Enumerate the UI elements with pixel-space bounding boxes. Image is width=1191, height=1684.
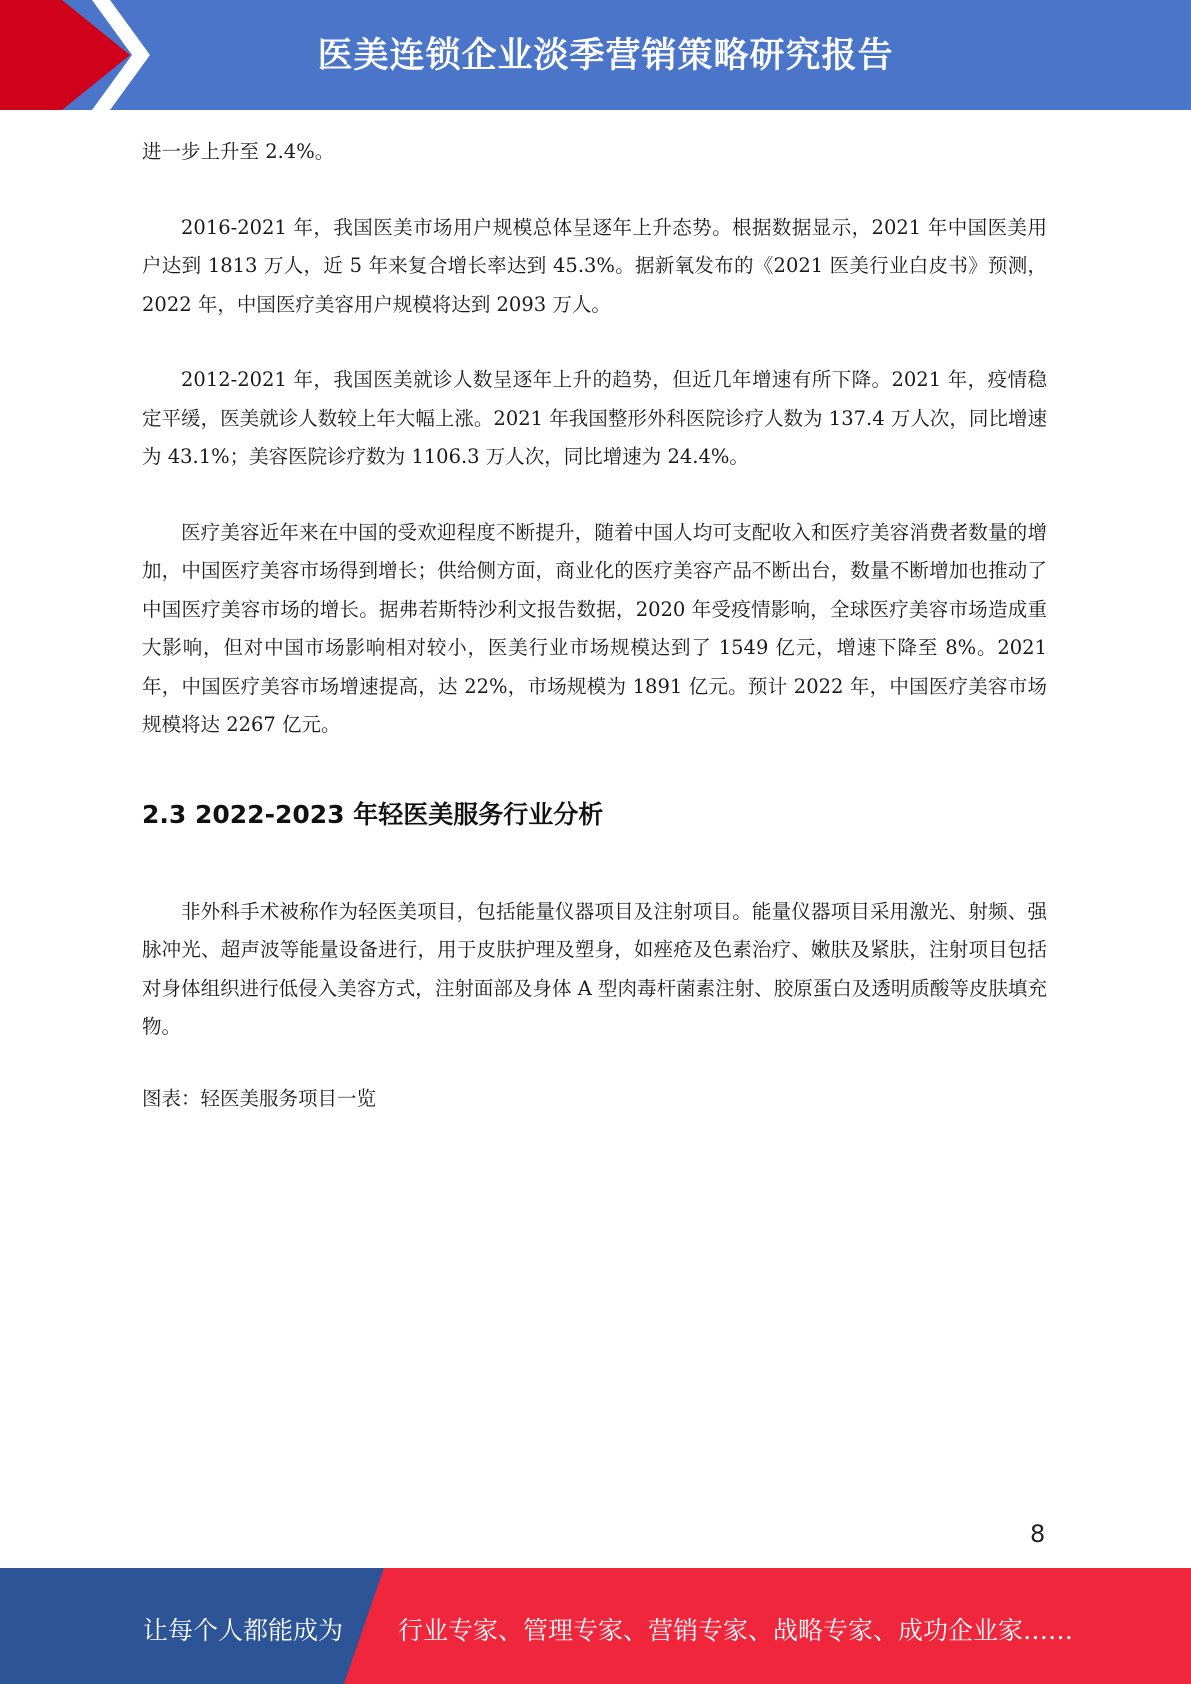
page-number: 8: [1030, 1520, 1046, 1548]
paragraph-light-aesthetics: 非外科手术被称作为轻医美项目，包括能量仪器项目及注射项目。能量仪器项目采用激光、射频、强脉冲光、超声波等能量设备进行，用于皮肤护理及塑身，如痤疮及色素治疗、嫩肤及紧肤，注射项目包括对身体组织进行低侵入美容方式，注射面部及身体 A 型肉毒杆菌素注射、胶原蛋白及透明质酸等皮肤填充物。: [142, 899, 1047, 1038]
report-title: 医美连锁企业淡季营销策略研究报告: [317, 36, 894, 76]
paragraph-continuation: 进一步上升至 2.4%。: [142, 140, 335, 163]
page-content: [142, 133, 1047, 1118]
paragraph-visit-count: 2012-2021 年，我国医美就诊人数呈逐年上升的趋势，但近几年增速有所下降。2021 年，疫情稳定平缓，医美就诊人数较上年大幅上涨。2021 年我国整形外科医院诊疗人数为 137.4 万人次，同比增速为 43.1%；美容医院诊疗数为 1106.3 万人次，同比增速为 24.4%。: [142, 368, 1047, 468]
paragraph-user-scale: 2016-2021 年，我国医美市场用户规模总体呈逐年上升态势。根据数据显示，2021 年中国医美用户达到 1813 万人，近 5 年来复合增长率达到 45.3%。据新氧发布的《2021 医美行业白皮书》预测，2022 年，中国医疗美容用户规模将达到 2093 万人。: [142, 215, 1047, 316]
paragraph-market-size: 医疗美容近年来在中国的受欢迎程度不断提升，随着中国人均可支配收入和医疗美容消费者数量的增加，中国医疗美容市场得到增长；供给侧方面，商业化的医疗美容产品不断出台，数量不断增加也推动了中国医疗美容市场的增长。据弗若斯特沙利文报告数据，2020 年受疫情影响，全球医疗美容市场造成重大影响，但对中国市场影响相对较小，医美行业市场规模达到了 1549 亿元，增速下降至 8%。2021 年，中国医疗美容市场增速提高，达 22%，市场规模为 1891 亿元。预计 2022 年，中国医疗美容市场规模将达 2267 亿元。: [142, 520, 1047, 736]
section-heading: 2.3 2022-2023 年轻医美服务行业分析: [142, 799, 604, 829]
footer-slogan-right: 行业专家、管理专家、营销专家、战略专家、成功企业家……: [398, 1616, 1074, 1645]
figure-caption: 图表：轻医美服务项目一览: [142, 1086, 377, 1110]
page-header: [0, 0, 1191, 110]
footer-slogan-left: 让每个人都能成为: [143, 1616, 344, 1645]
page-footer: [0, 1568, 1191, 1684]
